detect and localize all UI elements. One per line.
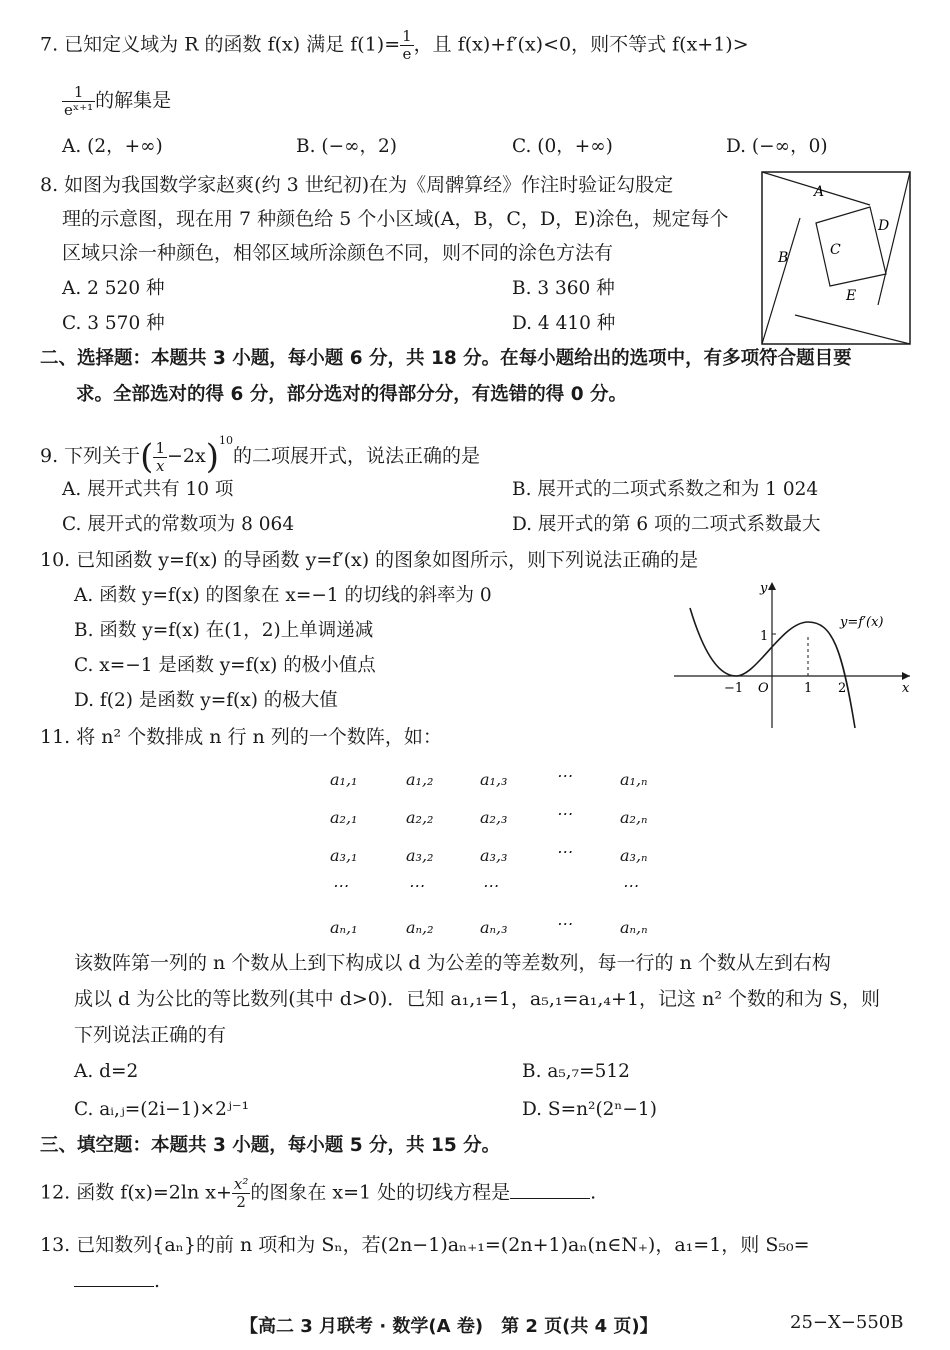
matrix-cell: a₁,₂ — [406, 770, 434, 789]
region-label-e: E — [846, 288, 857, 304]
matrix-cell: ⋯ — [332, 876, 348, 895]
q10-option-c: C. x=−1 是函数 y=f(x) 的极小值点 — [74, 655, 376, 676]
q13-line2 — [74, 1268, 160, 1294]
q8-option-c: C. 3 570 种 — [62, 313, 165, 334]
q10-stem: 10. 已知函数 y=f(x) 的导函数 y=f′(x) 的图象如图所示，则下列说法正确的是 — [40, 549, 699, 571]
q9-option-d: D. 展开式的第 6 项的二项式系数最大 — [512, 514, 821, 535]
q11-desc-line2: 成以 d 为公比的等比数列(其中 d>0)．已知 a₁,₁=1，a₅,₁=a₁,₄+1，记这 n² 个数的和为 S，则 — [74, 988, 881, 1010]
region-label-d: D — [878, 218, 890, 234]
q12-pre: 12. 函数 f(x)=2ln x+ — [40, 1181, 232, 1204]
q12-post: 的图象在 x=1 处的切线方程是 — [250, 1181, 511, 1204]
matrix-cell: a₁,₁ — [330, 770, 358, 789]
q8-line2: 理的示意图，现在用 7 种颜色给 5 个小区域(A，B，C，D，E)涂色，规定每个 — [62, 208, 729, 230]
q7-fraction — [400, 28, 414, 63]
q11-option-d: D. S=n²(2ⁿ−1) — [522, 1099, 657, 1120]
q10-option-a: A. 函数 y=f(x) 的图象在 x=−1 的切线的斜率为 0 — [74, 585, 492, 606]
q9-option-b: B. 展开式的二项式系数之和为 1 024 — [512, 479, 819, 500]
q9-option-a: A. 展开式共有 10 项 — [62, 479, 234, 500]
q10-option-d: D. f(2) 是函数 y=f(x) 的极大值 — [74, 690, 338, 711]
q12-end: . — [590, 1181, 597, 1204]
q8-option-a: A. 2 520 种 — [62, 278, 165, 299]
q9-mid: −2x — [166, 445, 206, 467]
matrix-cell: aₙ,₁ — [330, 918, 358, 937]
q9-fraction — [153, 440, 167, 475]
section3-heading: 三、填空题：本题共 3 小题，每小题 5 分，共 15 分。 — [40, 1135, 501, 1156]
matrix-cell: aₙ,₂ — [406, 918, 434, 937]
q7-option-c: C. (0，+∞) — [512, 136, 613, 157]
q10-option-b: B. 函数 y=f(x) 在(1，2)上单调递减 — [74, 620, 374, 641]
matrix-cell: ⋯ — [556, 842, 572, 861]
matrix-cell: ⋯ — [408, 876, 424, 895]
matrix-cell: a₂,₃ — [480, 808, 508, 827]
q12-stem — [40, 1176, 596, 1211]
zhao-shuang-diagram — [760, 170, 912, 346]
q7-frac2-num: 1 — [62, 84, 95, 102]
region-label-a: A — [814, 184, 825, 200]
region-label-b: B — [778, 250, 789, 266]
q7-option-b: B. (−∞，2) — [296, 136, 397, 157]
q12-frac-num: x² — [233, 1175, 249, 1193]
matrix-cell: a₁,₃ — [480, 770, 508, 789]
q9-frac-num: 1 — [155, 438, 165, 457]
q9-post: 的二项展开式，说法正确的是 — [232, 445, 480, 467]
q8-line1: 8. 如图为我国数学家赵爽(约 3 世纪初)在为《周髀算经》作注时验证勾股定 — [40, 174, 674, 196]
matrix-cell: a₃,₃ — [480, 846, 508, 865]
q8-option-b: B. 3 360 种 — [512, 278, 615, 299]
matrix-cell: a₁,ₙ — [620, 770, 648, 789]
q11-desc-line3: 下列说法正确的有 — [74, 1024, 227, 1046]
matrix-cell: a₂,₁ — [330, 808, 358, 827]
graph-curve-label: y=f′(x) — [840, 615, 884, 630]
section2-heading-line2: 求。全部选对的得 6 分，部分选对的得部分分，有选错的得 0 分。 — [76, 384, 628, 405]
q11-option-c: C. aᵢ,ⱼ=(2i−1)×2ʲ⁻¹ — [74, 1099, 250, 1120]
graph-origin-label: O — [758, 681, 769, 696]
matrix-cell: a₂,ₙ — [620, 808, 648, 827]
q12-fraction — [232, 1176, 250, 1211]
region-label-c: C — [830, 242, 841, 258]
graph-tick-1: 1 — [804, 681, 813, 696]
q9-option-c: C. 展开式的常数项为 8 064 — [62, 514, 295, 535]
graph-x-label: x — [902, 681, 910, 696]
q7-line2 — [62, 84, 171, 119]
q7-frac-den: e — [402, 45, 412, 63]
matrix-cell: ⋯ — [556, 766, 572, 785]
q7-text-b: ，且 f(x)+f′(x)<0，则不等式 f(x+1)> — [413, 33, 749, 56]
matrix-cell: a₃,₂ — [406, 846, 434, 865]
matrix-cell: ⋯ — [556, 914, 572, 933]
q9-stem: 9. 下列关于( $\frac{1}{x}$ −2x)$^{10}$的二项展开式，说法正确的是 — [40, 434, 480, 477]
q9-frac-den: x — [155, 456, 165, 475]
graph-tick-2: 2 — [838, 681, 847, 696]
q11-option-b: B. a₅,₇=512 — [522, 1061, 630, 1082]
matrix-cell: aₙ,ₙ — [620, 918, 648, 937]
matrix-cell: a₃,₁ — [330, 846, 358, 865]
graph-y-label: y — [760, 581, 768, 596]
q13-line1: 13. 已知数列{aₙ}的前 n 项和为 Sₙ，若(2n−1)aₙ₊₁=(2n+1)aₙ(n∈N₊)，a₁=1，则 S₅₀= — [40, 1234, 810, 1256]
graph-y-tick-1: 1 — [760, 629, 769, 644]
q13-answer-blank[interactable] — [74, 1268, 154, 1287]
matrix-cell: a₂,₂ — [406, 808, 434, 827]
footer-title: 【高二 3 月联考 · 数学(A 卷) 第 2 页(共 4 页)】 — [240, 1316, 658, 1337]
q7-text-c: 的解集是 — [95, 89, 172, 112]
q12-answer-blank[interactable] — [510, 1180, 590, 1199]
q7-fraction2 — [62, 84, 95, 119]
q7-text-a: 7. 已知定义域为 R 的函数 f(x) 满足 f(1)= — [40, 33, 401, 56]
q8-line3: 区域只涂一种颜色，相邻区域所涂颜色不同，则不同的涂色方法有 — [62, 242, 614, 264]
graph-tick-neg1: −1 — [724, 681, 744, 696]
derivative-graph — [672, 578, 914, 732]
q11-stem: 11. 将 n² 个数排成 n 行 n 列的一个数阵，如： — [40, 726, 442, 748]
q7-line1 — [40, 28, 749, 63]
q12-frac-den: 2 — [236, 1193, 246, 1211]
q8-option-d: D. 4 410 种 — [512, 313, 616, 334]
section2-heading-line1: 二、选择题：本题共 3 小题，每小题 6 分，共 18 分。在每小题给出的选项中，有多项符合题目要 — [40, 348, 852, 369]
matrix-cell: ⋯ — [556, 804, 572, 823]
matrix-cell: aₙ,₃ — [480, 918, 508, 937]
q7-option-d: D. (−∞，0) — [726, 136, 828, 157]
q9-exponent: 10 — [218, 434, 233, 447]
matrix-cell: ⋯ — [622, 876, 638, 895]
q9-pre: 9. 下列关于 — [40, 445, 141, 467]
footer-code: 25−X−550B — [790, 1312, 904, 1333]
q7-frac2-den: eˣ⁺¹ — [64, 101, 94, 119]
q7-option-a: A. (2，+∞) — [62, 136, 163, 157]
q11-option-a: A. d=2 — [74, 1061, 139, 1082]
matrix-cell: ⋯ — [482, 876, 498, 895]
q13-end: . — [154, 1270, 161, 1292]
matrix-cell: a₃,ₙ — [620, 846, 648, 865]
q7-frac-num: 1 — [402, 27, 412, 45]
q11-desc-line1: 该数阵第一列的 n 个数从上到下构成以 d 为公差的等差数列，每一行的 n 个数从左到右构 — [74, 952, 831, 974]
